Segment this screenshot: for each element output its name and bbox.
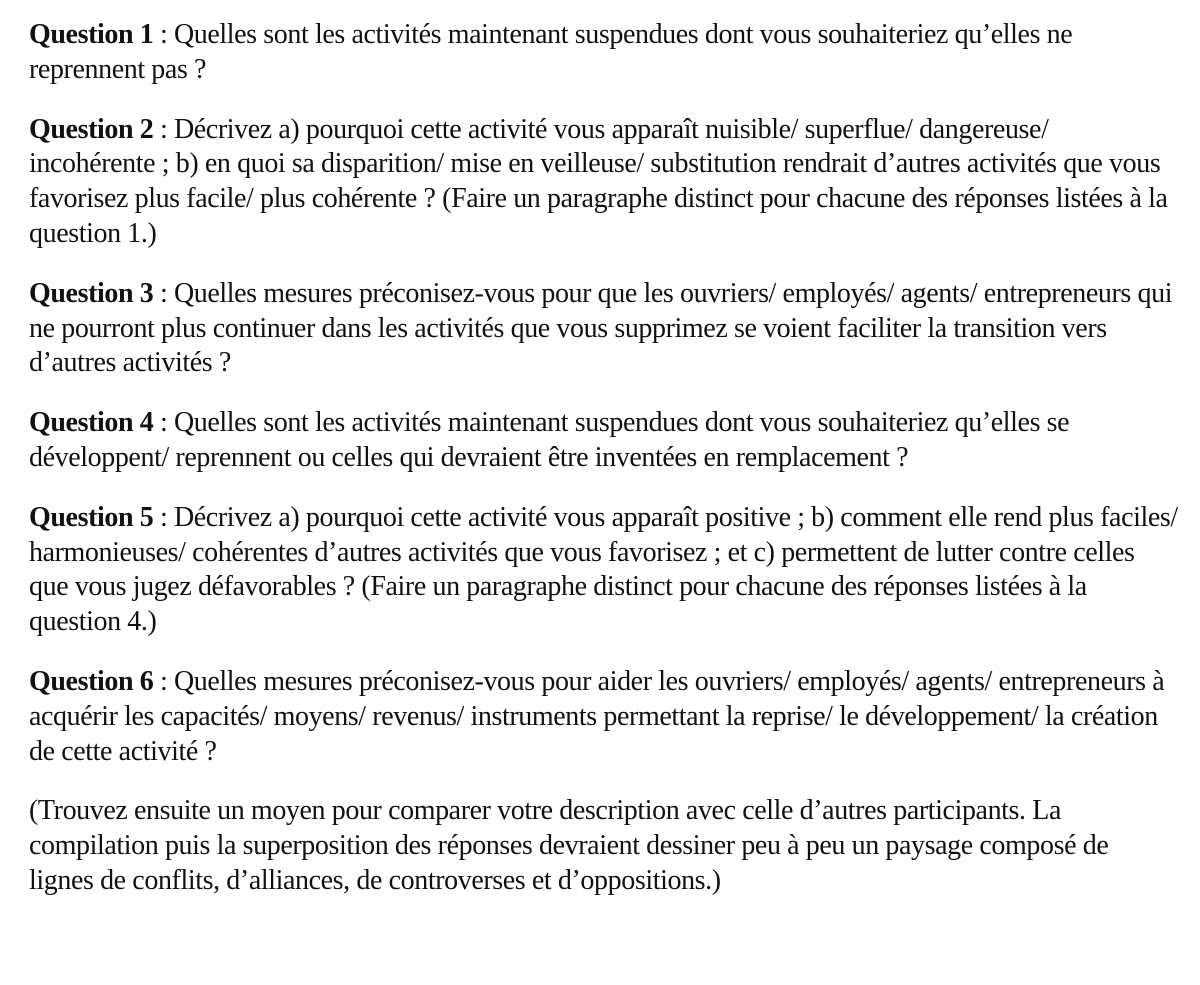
question-4-paragraph <box>29 406 1179 476</box>
question-1-label: Question 1 <box>29 19 154 50</box>
closing-paragraph: (Trouvez ensuite un moyen pour comparer votre description avec celle d’autres participants. La compilation puis la superposition des réponses devraient dessiner peu à peu un paysage composé de lignes de conflits, d’alliances, de controverses et d’oppositions.) <box>29 795 1109 896</box>
question-6-paragraph <box>29 665 1179 769</box>
question-1-text: : Quelles sont les activités maintenant suspendues dont vous souhaiteriez qu’elles ne reprennent pas ? <box>29 19 1073 85</box>
question-4-label: Question 4 <box>29 407 154 439</box>
question-3-text: : Quelles mesures préconisez-vous pour que les ouvriers/ employés/ agents/ entrepreneurs qui ne pourront plus continuer dans les activités que vous supprimez se voient faciliter la transition vers d’autres activités ? <box>29 277 1173 379</box>
question-6-text: : Quelles mesures préconisez-vous pour aider les ouvriers/ employés/ agents/ entrepreneurs à acquérir les capacités/ moyens/ revenus/ instruments permettant la reprise/ le développement/ la création de cette activité ? <box>29 665 1165 767</box>
question-5-text: : Décrivez a) pourquoi cette activité vous apparaît positive ; b) comment elle rend plus faciles/ harmonieuses/ cohérentes d’autres activités que vous favorisez ; et c) permettent de lutter contre celles que vous jugez défavorables ? (Faire un paragraphe distinct pour chacune des réponses listées à la question 4.) <box>29 501 1178 638</box>
question-6-label: Question 6 <box>29 665 154 697</box>
question-3-paragraph <box>29 277 1179 381</box>
question-3-label: Question 3 <box>29 277 154 309</box>
question-2-paragraph <box>29 113 1179 252</box>
question-2-text: : Décrivez a) pourquoi cette activité vous apparaît nuisible/ superflue/ dangereuse/ incohérente ; b) en quoi sa disparition/ mise en veilleuse/ substitution rendrait d’autres activités que vous favorisez plus facile/ plus cohérente ? (Faire un paragraphe distinct pour chacune des réponses listées à la question 1.) <box>29 113 1168 249</box>
question-4-text: : Quelles sont les activités maintenant suspendues dont vous souhaiteriez qu’elles se développent/ reprennent ou celles qui devraient être inventées en remplacement ? <box>29 407 1070 473</box>
question-1-paragraph <box>29 18 1179 88</box>
questionnaire-document <box>29 18 1179 924</box>
question-5-paragraph <box>29 501 1179 640</box>
question-5-label: Question 5 <box>29 501 154 533</box>
question-2-label: Question 2 <box>29 113 154 145</box>
